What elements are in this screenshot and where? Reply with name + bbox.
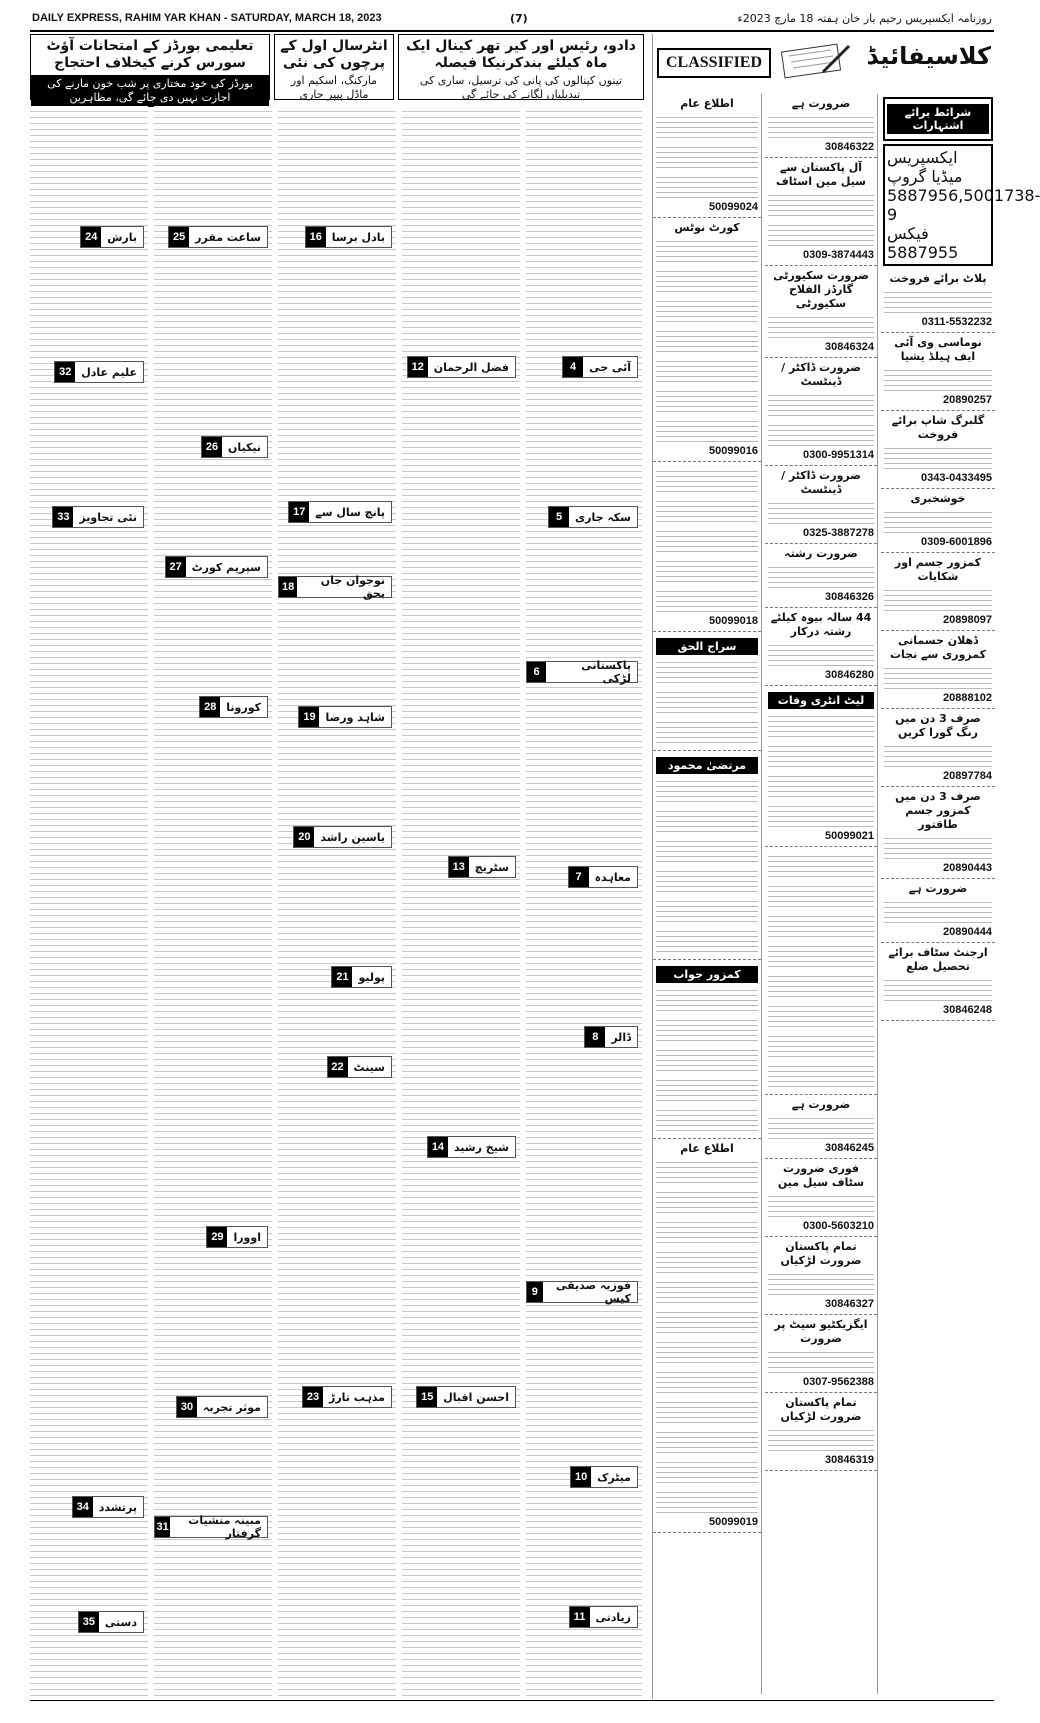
page-number: (7) [510, 12, 528, 25]
classified-ad: ضرورت ڈاکٹر / ڈینٹسٹ 0300-9951314 [765, 358, 877, 466]
classified-ad: کورٹ نوٹس 50099016 [653, 218, 761, 462]
classified-ad: ضرورت ہے 30846245 [765, 1095, 877, 1159]
classified-ad: نوماسی وی آئی ایف ہیلڈ یشیا 20890257 [881, 333, 995, 411]
classified-ad: 50099018 [653, 462, 761, 632]
classified-ad [765, 847, 877, 1095]
classified-ad: ارجنٹ سٹاف برائے تحصیل ضلع 30846248 [881, 943, 995, 1021]
classified-title-english: CLASSIFIED [657, 48, 771, 78]
classified-ad: تمام پاکستان ضرورت لڑکیاں 30846319 [765, 1393, 877, 1471]
story-tag: علیم عادل 32 [54, 361, 144, 383]
classified-ad: اطلاع عام 50099019 [653, 1139, 761, 1533]
story-tag: میٹرک 10 [570, 1466, 638, 1488]
headline-main: تعلیمی بورڈز کے امتحانات آؤٹ سورس کرنے کیخلاف احتجاج [46, 38, 254, 71]
story-tag: معاہدہ 7 [568, 866, 638, 888]
headline-inter-papers [274, 34, 394, 100]
classified-column-right [881, 94, 1040, 1694]
classified-ad: ضرورت رشتہ 30846326 [765, 544, 877, 608]
story-tag: ساعت مقرر 25 [168, 226, 268, 248]
story-tag: احسن اقبال 15 [416, 1386, 516, 1408]
story-tag: فوزیہ صدیقی کیس 9 [526, 1281, 638, 1303]
page-footer-rule [30, 1700, 994, 1701]
story-tag: سینٹ 22 [327, 1056, 392, 1078]
classified-ad: 44 سالہ بیوہ کیلئے رشتہ درکار 30846280 [765, 608, 877, 686]
classified-ad: ایگزیکٹیو سیٹ پر ضرورت 0307-9562388 [765, 1315, 877, 1393]
classified-ad: سراج الحق [653, 632, 761, 751]
masthead-urdu: روزنامہ ایکسپریس رحیم یار خان ہفتہ 18 مارچ 2023ء [737, 12, 992, 25]
story-tag: مبینہ منشیات گرفتار 31 [154, 1516, 268, 1538]
classified-banner [653, 34, 995, 88]
story-tag: بارش 24 [80, 226, 144, 248]
news-column-2 [154, 106, 272, 1696]
story-tag: نوجوان جاں بحق 18 [278, 576, 392, 598]
headline-main: انٹرسال اول کے پرچوں کی نئی [280, 38, 388, 71]
classified-ad: ضرورت ہے 20890444 [881, 879, 995, 943]
classified-ad: صرف 3 دن میں کمزور جسم طاقتور 20890443 [881, 787, 995, 879]
story-tag: دستی 35 [78, 1611, 144, 1633]
headline-sub: تینوں کینالوں کی پانی کی ترسیل، ساری کی تبدیلیاں لگانے کی جائے گی [419, 74, 623, 101]
classified-ad: تمام پاکستان ضرورت لڑکیاں 30846327 [765, 1237, 877, 1315]
story-tag: موثر تجربہ 30 [176, 1396, 268, 1418]
page-header [30, 8, 994, 32]
classified-ad: پلاٹ برائے فروخت 0311-5532232 [881, 269, 995, 333]
news-column-4 [402, 106, 520, 1696]
story-tag: مذہب تارڑ 23 [302, 1386, 392, 1408]
story-tag: اوورا 29 [206, 1226, 268, 1248]
story-tag: پولیو 21 [331, 966, 392, 988]
story-tag: فضل الرحمان 12 [407, 356, 516, 378]
story-tag: شاہد ورضا 19 [298, 706, 392, 728]
story-tag: نئی تجاویز 33 [52, 506, 144, 528]
classified-ad: ضرورت ڈاکٹر / ڈینٹسٹ 0325-3887278 [765, 466, 877, 544]
story-tag: پرتشدد 34 [72, 1496, 144, 1518]
story-tag: زیادتی 11 [569, 1606, 639, 1628]
story-tag: سکہ جاری 5 [548, 506, 638, 528]
classified-ad: کمزور جسم اور شکایات 20898097 [881, 553, 995, 631]
headline-boards-protest [30, 34, 270, 104]
masthead-english: DAILY EXPRESS, RAHIM YAR KHAN - SATURDAY, MARCH 18, 2023 [32, 12, 382, 24]
classified-ad: لیٹ انٹری وفات 50099021 [765, 686, 877, 847]
classified-ad: ضرورت سکیورٹی گارڈز الفلاح سکیورٹی 30846324 [765, 266, 877, 358]
classified-ad: ڈھلان جسمانی کمزوری سے نجات 20888102 [881, 631, 995, 709]
headline-main: دادو، رئیس اور کیر تھر کینال ایک ماہ کیلئے بندکرنیکا فیصلہ [406, 38, 636, 71]
story-tag: کورونا 28 [199, 696, 268, 718]
headline-subband: بورڈز کی خود مختاری پر شب خون مارنے کی اجازت نہیں دی جائے گی، مظاہرین [31, 75, 269, 107]
story-tag: یاسین راشد 20 [293, 826, 392, 848]
story-tag: سپریم کورٹ 27 [165, 556, 268, 578]
classified-ad: خوشخبری 0309-6001896 [881, 489, 995, 553]
story-tag: ڈالر 8 [584, 1026, 638, 1048]
classified-ad: اطلاع عام 50099024 [653, 94, 761, 218]
classified-terms-box: شرائط برائے اشتہارات [883, 97, 993, 141]
headline-sub: مارکنگ، اسکیم اور ماڈل پیپر جاری [290, 74, 378, 101]
news-column-5 [526, 106, 642, 1696]
pen-paper-icon [773, 44, 853, 78]
headline-canal-closure [398, 34, 644, 100]
classified-column-middle [765, 94, 878, 1694]
classified-ad: آل پاکستان سے سیل مین اسٹاف 0309-3874443 [765, 158, 877, 266]
contact-box: ایکسپریس میڈیا گروپ 5887956,5001738-9 فیکس 5887955 [883, 144, 993, 266]
classified-section [652, 34, 1040, 1699]
story-tag: سٹریچ 13 [448, 856, 516, 878]
classified-ad: مرتضیٰ محمود [653, 751, 761, 960]
classified-column-left [653, 94, 762, 1694]
news-column-3 [278, 106, 396, 1696]
story-tag: پاکستانی لڑکی 6 [526, 661, 638, 683]
classified-ad: صرف 3 دن میں رنگ گورا کریں 20897784 [881, 709, 995, 787]
classified-ad: فوری ضرورت سٹاف سیل مین 0300-5603210 [765, 1159, 877, 1237]
story-tag: پانچ سال سے 17 [288, 501, 392, 523]
newspaper-page [30, 34, 1040, 1699]
story-tag: آئی جی 4 [562, 356, 638, 378]
news-column-1 [30, 106, 148, 1696]
classified-ad: کمزور جواب [653, 960, 761, 1139]
classified-title-urdu: کلاسیفائیڈ [866, 42, 991, 70]
story-tag: بادل برسا 16 [305, 226, 392, 248]
story-tag: نیکیاں 26 [201, 436, 268, 458]
classified-ad: گلبرگ شاپ برائے فروخت 0343-0433495 [881, 411, 995, 489]
news-section [30, 34, 642, 1699]
story-tag: شیخ رشید 14 [427, 1136, 516, 1158]
classified-ad: ضرورت ہے 30846322 [765, 94, 877, 158]
